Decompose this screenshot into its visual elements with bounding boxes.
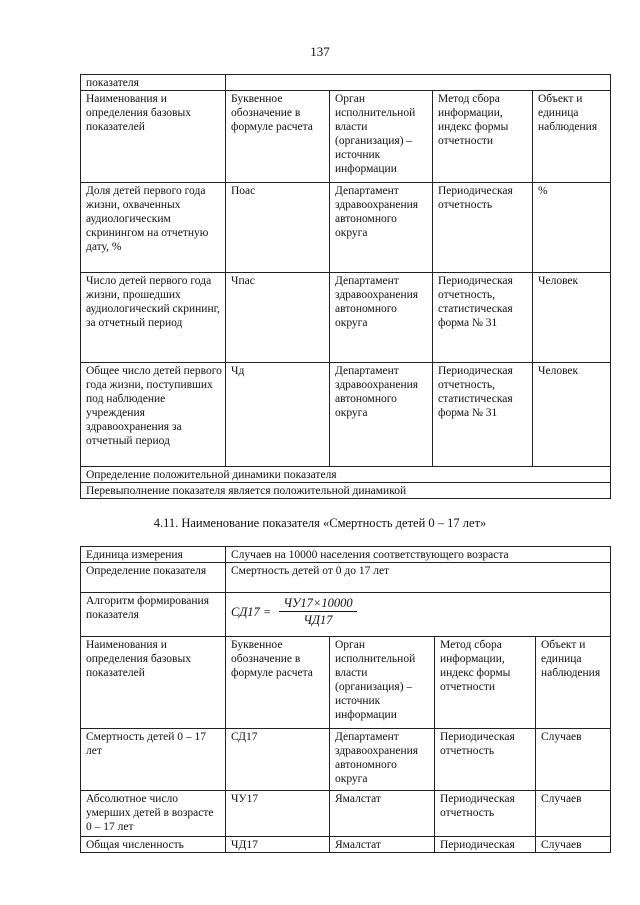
table2-header-cell: Наименования и определения базовых показателей — [81, 637, 226, 729]
table-cell: Департамент здравоохранения автономного округа — [330, 363, 433, 467]
table-cell: Периодическая отчетность, статистическая форма № 31 — [433, 273, 533, 363]
table-cell: Департамент здравоохранения автономного округа — [330, 183, 433, 273]
table-cell: Случаев — [536, 729, 611, 791]
algorithm-formula — [226, 593, 611, 637]
table-cell: Человек — [533, 273, 611, 363]
table-cell: Ямалстат — [330, 837, 435, 853]
table-cell: Периодическая — [435, 837, 536, 853]
table-cell: СД17 — [226, 729, 330, 791]
table-cell: % — [533, 183, 611, 273]
table1-dynamics-value: Перевыполнение показателя является положительной динамикой — [81, 483, 611, 499]
table-row — [81, 273, 611, 363]
table-cell: Число детей первого года жизни, прошедших аудиологический скрининг, за отчетный период — [81, 273, 226, 363]
formula-numerator: ЧУ17×10000 — [279, 596, 356, 612]
table-cell: Человек — [533, 363, 611, 467]
algorithm-label: Алгоритм формирования показателя — [81, 593, 226, 637]
table-cell: Периодическая отчетность — [435, 729, 536, 791]
page-number: 137 — [310, 44, 330, 59]
table-cell: Чд — [226, 363, 330, 467]
table-cell: Общая численность — [81, 837, 226, 853]
table-cell: Чпас — [226, 273, 330, 363]
table2-header-cell: Буквенное обозначение в формуле расчета — [226, 637, 330, 729]
table-cell: Департамент здравоохранения автономного округа — [330, 729, 435, 791]
indicator-table-2 — [80, 546, 611, 853]
table1-dynamics-label: Определение положительной динамики показателя — [81, 467, 611, 483]
formula-denominator: ЧД17 — [303, 613, 333, 627]
indicator-table-1 — [80, 74, 611, 499]
table1-header-cell: Метод сбора информации, индекс формы отчетности — [433, 91, 533, 183]
table-cell: Поас — [226, 183, 330, 273]
table1-header-cell: Буквенное обозначение в формуле расчета — [226, 91, 330, 183]
table-cell: Абсолютное число умерших детей в возрасте 0 – 17 лет — [81, 791, 226, 837]
table1-header-row — [81, 91, 611, 183]
table1-top-value — [226, 75, 611, 91]
table-cell: Департамент здравоохранения автономного округа — [330, 273, 433, 363]
table1-header-cell: Наименования и определения базовых показателей — [81, 91, 226, 183]
definition-value: Смертность детей от 0 до 17 лет — [226, 563, 611, 593]
table2-header-cell: Орган исполнительной власти (организация) – источник информации — [330, 637, 435, 729]
table-cell: ЧД17 — [226, 837, 330, 853]
definition-label: Определение показателя — [81, 563, 226, 593]
formula-fraction — [279, 596, 356, 627]
table1-header-cell: Объект и единица наблюдения — [533, 91, 611, 183]
table1-header-cell: Орган исполнительной власти (организация) – источник информации — [330, 91, 433, 183]
table-cell: Периодическая отчетность — [433, 183, 533, 273]
table-row — [81, 837, 611, 853]
table-cell: Случаев — [536, 837, 611, 853]
table-row — [81, 363, 611, 467]
section-heading: 4.11. Наименование показателя «Смертность детей 0 – 17 лет» — [153, 516, 487, 530]
unit-label: Единица измерения — [81, 547, 226, 563]
table-cell: Периодическая отчетность — [435, 791, 536, 837]
table-row — [81, 729, 611, 791]
table-row — [81, 183, 611, 273]
table-cell: Общее число детей первого года жизни, поступивших под наблюдение учреждения здравоохранения за отчетный период — [81, 363, 226, 467]
table2-header-row — [81, 637, 611, 729]
table2-header-cell: Объект и единица наблюдения — [536, 637, 611, 729]
table-cell: Периодическая отчетность, статистическая форма № 31 — [433, 363, 533, 467]
table1-top-label: показателя — [81, 75, 226, 91]
table2-header-cell: Метод сбора информации, индекс формы отчетности — [435, 637, 536, 729]
table-cell: ЧУ17 — [226, 791, 330, 837]
table-cell: Случаев — [536, 791, 611, 837]
table-cell: Доля детей первого года жизни, охваченных аудиологическим скринингом на отчетную дату, % — [81, 183, 226, 273]
formula-lhs: СД17 = — [231, 604, 272, 619]
table-cell: Ямалстат — [330, 791, 435, 837]
unit-value: Случаев на 10000 населения соответствующего возраста — [226, 547, 611, 563]
table-row — [81, 791, 611, 837]
table-cell: Смертность детей 0 – 17 лет — [81, 729, 226, 791]
